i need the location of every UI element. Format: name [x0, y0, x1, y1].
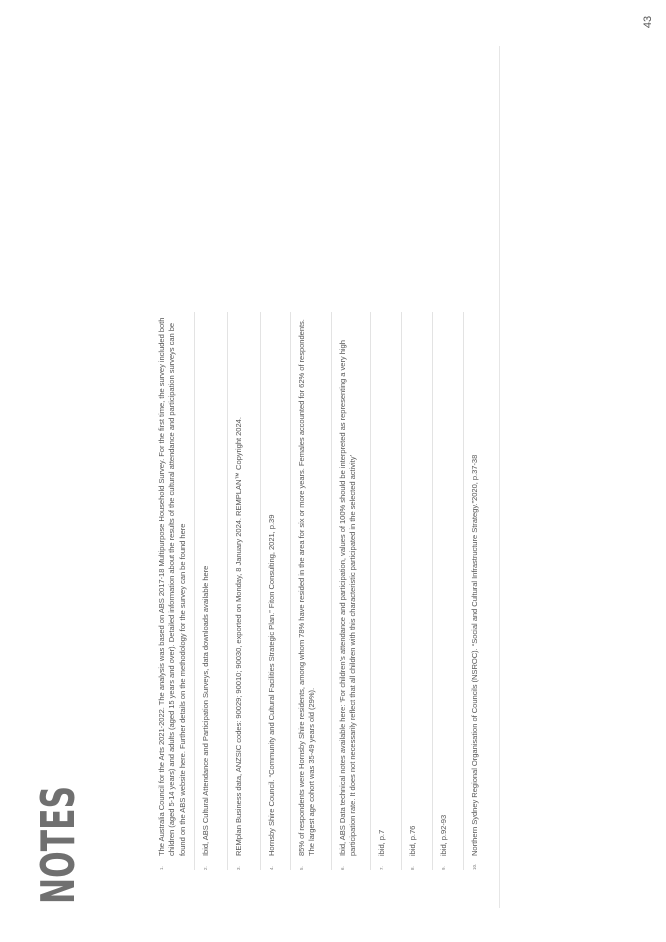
note-number: 9. — [441, 866, 446, 870]
note-item — [228, 312, 261, 870]
note-text: ibid, p.7 — [377, 829, 386, 856]
note-number: 10. — [472, 863, 477, 870]
note-item — [371, 312, 402, 870]
note-number: 3. — [236, 866, 241, 870]
notes-panel — [31, 312, 502, 904]
note-item — [332, 312, 371, 870]
note-number: 1. — [159, 866, 164, 870]
note-text[interactable]: Ibid, ABS Cultural Attendance and Participation Surveys, data downloads available here — [201, 565, 210, 856]
note-item — [151, 312, 195, 870]
note-item — [402, 312, 433, 870]
note-number: 6. — [340, 866, 345, 870]
notes-list — [151, 312, 495, 870]
page-number: 43 — [642, 15, 654, 29]
note-number: 8. — [410, 866, 415, 870]
note-text: ibid, p.76 — [408, 825, 417, 856]
note-number: 2. — [203, 866, 208, 870]
note-text: ibid, p.92-93 — [439, 814, 448, 856]
page-title: NOTES — [31, 785, 85, 904]
note-item — [261, 312, 291, 870]
note-text: 85% of respondents were Hornsby Shire residents, among whom 78% have resided in the area for six or more years. Females accounted for 62% of respondents. The largest age cohort was 35-49 years old (29%). — [297, 319, 317, 856]
note-number: 5. — [299, 866, 304, 870]
note-item — [291, 312, 332, 870]
note-item — [433, 312, 464, 870]
note-item — [464, 312, 495, 870]
note-text: Hornsby Shire Council. “Community and Cultural Facilities Strategic Plan.” Fiton Consulting, 2021, p.39 — [267, 514, 276, 856]
note-item — [195, 312, 228, 870]
note-text[interactable]: The Australia Council for the Arts 2021-2022. The analysis was based on ABS 2017-18 Multipurpose Household Survey. For the first time, the survey included both children (aged 5-14 years) and adults (aged 15 years and over). Detailed information about the results of the cultural attendance and participation surveys can be found on the ABS website here. Further details on the methodology for the survey can be found here — [157, 317, 187, 856]
note-text: REMplan Business data, ANZSIC codes: 90029; 90010; 90030, exported on Monday, 8 January 2024. REMPLAN™ Copyright 2024. — [234, 417, 243, 856]
note-text: Northern Sydney Regional Organisation of Councils (NSROC). “Social and Cultural Infrastructure Strategy.”2020, p.37-38 — [470, 454, 479, 856]
note-number: 4. — [269, 866, 274, 870]
note-number: 7. — [379, 866, 384, 870]
note-text[interactable]: Ibid, ABS Data technical notes available here: ‘For children’s attendance and participation, values of 100% should be interpreted as representing a very high participation rate. It does not necessarily reflect that all children with this characteristic participated in the selected activity’ — [338, 340, 358, 856]
